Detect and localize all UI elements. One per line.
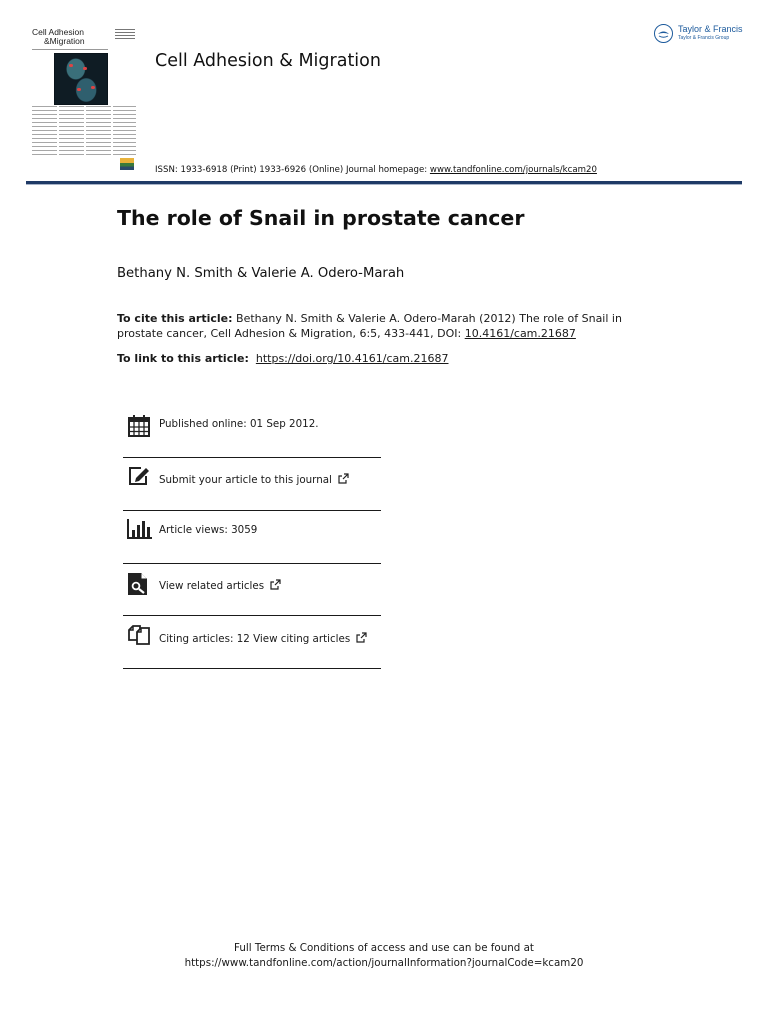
- calendar-icon: [127, 414, 151, 438]
- header-divider-shadow: [26, 184, 742, 185]
- citation-block: [117, 311, 637, 341]
- article-title: The role of Snail in prostate cancer: [117, 206, 525, 230]
- footer-terms-link[interactable]: https://www.tandfonline.com/action/journalInformation?journalCode=kcam20: [184, 957, 584, 969]
- submit-article-link[interactable]: Submit your article to this journal: [159, 474, 332, 486]
- publisher-group: Taylor & Francis Group: [678, 35, 730, 41]
- cover-microscopy-image: [54, 53, 108, 105]
- external-link-icon: [356, 632, 367, 643]
- published-online-row: [123, 410, 381, 460]
- cite-text: Bethany N. Smith & Valerie A. Odero-Marah (2012) The role of Snail in prostate cancer, Cell Adhesion & Migration, 6:5, 433-441, DOI:: [117, 312, 622, 340]
- row-divider: [123, 510, 381, 511]
- cover-rule: [32, 49, 108, 50]
- article-link-block: [117, 351, 449, 366]
- row-divider: [123, 563, 381, 564]
- article-views-text: Article views: 3059: [159, 524, 258, 536]
- search-document-icon: [127, 572, 149, 596]
- journal-cover-thumbnail: [29, 26, 137, 174]
- publisher-name: Taylor & Francis: [678, 24, 743, 34]
- row-divider: [123, 615, 381, 616]
- external-link-icon: [270, 579, 281, 590]
- edit-icon: [127, 465, 151, 487]
- link-label: To link to this article:: [117, 352, 249, 365]
- article-views-row: [123, 515, 381, 565]
- journal-name: Cell Adhesion & Migration: [155, 51, 381, 71]
- cover-badge: [120, 158, 134, 170]
- cover-journal-logo: Cell Adhesion &Migration: [32, 27, 85, 46]
- related-articles-row[interactable]: [123, 568, 381, 618]
- related-articles-link[interactable]: View related articles: [159, 580, 265, 592]
- cite-label: To cite this article:: [117, 312, 233, 325]
- bar-chart-icon: [127, 518, 153, 540]
- article-doi-link[interactable]: https://doi.org/10.4161/cam.21687: [255, 352, 449, 365]
- article-authors: Bethany N. Smith & Valerie A. Odero-Marah: [117, 266, 405, 281]
- row-divider: [123, 668, 381, 669]
- terms-footer: [0, 941, 768, 971]
- cite-doi-link[interactable]: 10.4161/cam.21687: [464, 327, 576, 340]
- journal-homepage-link[interactable]: www.tandfonline.com/journals/kcam20: [429, 165, 597, 175]
- citing-articles-row[interactable]: [123, 620, 381, 670]
- footer-terms-text: Full Terms & Conditions of access and use can be found at: [234, 942, 534, 954]
- cover-publisher-mark: [115, 29, 135, 41]
- issn-text: ISSN: 1933-6918 (Print) 1933-6926 (Online) Journal homepage:: [155, 165, 430, 175]
- row-divider: [123, 457, 381, 458]
- issn-line: [155, 165, 597, 175]
- published-online-text: Published online: 01 Sep 2012.: [159, 418, 319, 430]
- taylor-francis-logo[interactable]: [654, 22, 749, 48]
- cover-contents-list: [32, 106, 136, 158]
- citing-articles-link[interactable]: Citing articles: 12 View citing articles: [159, 633, 351, 645]
- external-link-icon: [338, 473, 349, 484]
- submit-article-row[interactable]: [123, 462, 381, 512]
- publisher-logo-icon: [654, 24, 673, 43]
- citing-documents-icon: [127, 624, 151, 646]
